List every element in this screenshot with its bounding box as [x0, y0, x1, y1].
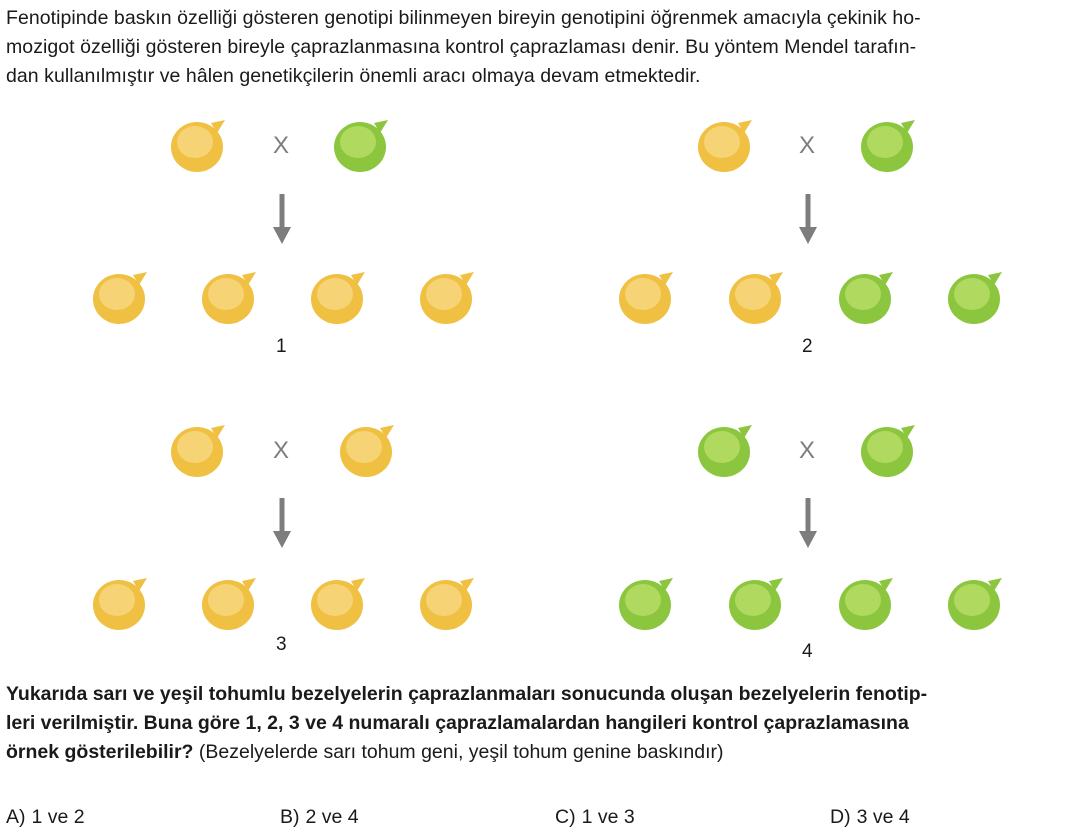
intro-line: dan kullanılmıştır ve hâlen genetikçilerin önemli aracı olmaya devam etmektedir.	[6, 65, 701, 87]
intro-paragraph	[6, 4, 1072, 91]
intro-line: mozigot özelliği gösteren bireyle çaprazlanmasına kontrol çaprazlaması denir. Bu yöntem Mendel tarafın-	[6, 36, 917, 58]
cross-number: 1	[276, 336, 287, 357]
parent-seed-green	[332, 117, 394, 175]
option-text: 3 ve 4	[856, 806, 910, 828]
offspring-seed-green	[946, 575, 1008, 633]
parent-seed-green	[859, 422, 921, 480]
offspring-seed-yellow	[617, 269, 679, 327]
question-line: Yukarıda sarı ve yeşil tohumlu bezelyelerin çaprazlanmaları sonucunda oluşan bezelyelerin fenotip-	[6, 683, 928, 705]
option-letter: B)	[280, 806, 300, 828]
parent-seed-green	[859, 117, 921, 175]
option-text: 1 ve 3	[581, 806, 635, 828]
offspring-seed-green	[946, 269, 1008, 327]
offspring-seed-yellow	[91, 575, 153, 633]
down-arrow-icon	[272, 194, 292, 246]
offspring-seed-yellow	[727, 269, 789, 327]
cross-sign: X	[799, 132, 816, 159]
offspring-seed-yellow	[200, 575, 262, 633]
option-c[interactable]	[555, 806, 635, 829]
offspring-seed-yellow	[200, 269, 262, 327]
offspring-seed-green	[837, 269, 899, 327]
question-line: örnek gösterilebilir?	[6, 741, 194, 763]
parent-seed-yellow	[338, 422, 400, 480]
parent-seed-green	[696, 422, 758, 480]
down-arrow-icon	[798, 498, 818, 550]
down-arrow-icon	[798, 194, 818, 246]
option-b[interactable]	[280, 806, 359, 829]
question-note: (Bezelyelerde sarı tohum geni, yeşil tohum genine baskındır)	[193, 741, 724, 763]
option-a[interactable]	[6, 806, 85, 829]
offspring-seed-green	[617, 575, 679, 633]
offspring-seed-yellow	[309, 269, 371, 327]
cross-number: 4	[802, 641, 813, 662]
option-letter: D)	[830, 806, 851, 828]
option-letter: C)	[555, 806, 576, 828]
offspring-seed-yellow	[418, 575, 480, 633]
offspring-seed-green	[837, 575, 899, 633]
offspring-seed-yellow	[91, 269, 153, 327]
parent-seed-yellow	[169, 422, 231, 480]
cross-sign: X	[799, 437, 816, 464]
parent-seed-yellow	[696, 117, 758, 175]
question-text	[6, 680, 1072, 767]
offspring-seed-yellow	[309, 575, 371, 633]
intro-line: Fenotipinde baskın özelliği gösteren genotipi bilinmeyen bireyin genotipini öğrenmek amacıyla çekinik ho-	[6, 7, 921, 29]
option-d[interactable]	[830, 806, 910, 829]
offspring-seed-green	[727, 575, 789, 633]
option-text: 2 ve 4	[305, 806, 359, 828]
down-arrow-icon	[272, 498, 292, 550]
cross-number: 3	[276, 634, 287, 655]
option-text: 1 ve 2	[31, 806, 85, 828]
offspring-seed-yellow	[418, 269, 480, 327]
parent-seed-yellow	[169, 117, 231, 175]
cross-sign: X	[273, 437, 290, 464]
cross-sign: X	[273, 132, 290, 159]
cross-number: 2	[802, 336, 813, 357]
question-line: leri verilmiştir. Buna göre 1, 2, 3 ve 4 numaralı çaprazlamalardan hangileri kontrol çaprazlamasına	[6, 712, 909, 734]
answer-options	[0, 806, 1079, 836]
option-letter: A)	[6, 806, 26, 828]
